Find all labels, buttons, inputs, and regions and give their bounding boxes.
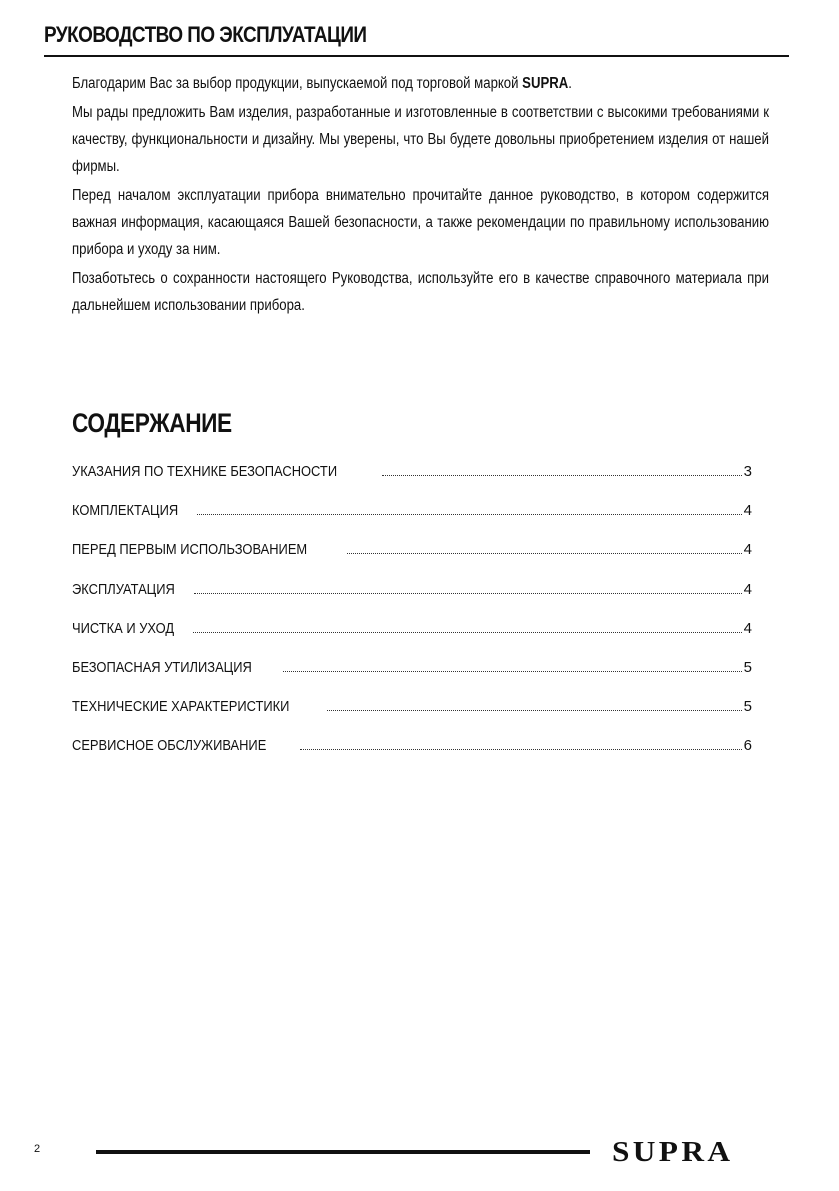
toc-item-disposal[interactable] xyxy=(72,658,752,697)
toc-item-cleaning[interactable] xyxy=(72,619,752,658)
table-of-contents xyxy=(72,462,752,776)
footer-divider xyxy=(96,1150,590,1154)
toc-leader-dots xyxy=(283,670,742,672)
toc-item-operation[interactable] xyxy=(72,580,752,619)
toc-item-label: ЭКСПЛУАТАЦИЯ xyxy=(72,580,175,598)
toc-item-page: 4 xyxy=(743,502,752,520)
toc-leader-dots xyxy=(347,552,741,554)
toc-item-page: 4 xyxy=(743,580,752,598)
toc-title: СОДЕРЖАНИЕ xyxy=(72,408,232,438)
toc-item-label: ПЕРЕД ПЕРВЫМ ИСПОЛЬЗОВАНИЕМ xyxy=(72,541,308,559)
toc-item-page: 4 xyxy=(743,541,752,559)
toc-item-safety[interactable] xyxy=(72,462,752,501)
page-number: 2 xyxy=(34,1143,41,1155)
brand-name-inline: SUPRA xyxy=(522,75,569,92)
toc-leader-dots xyxy=(327,709,742,711)
toc-item-page: 5 xyxy=(743,658,752,676)
supra-logo: SUPRA xyxy=(612,1137,734,1168)
toc-item-page: 5 xyxy=(743,698,752,716)
toc-item-label: КОМПЛЕКТАЦИЯ xyxy=(72,502,179,520)
intro-paragraph-keep-manual: Позаботьтесь о сохранности настоящего Руководства, используйте его в качестве справочного материала при дальнейшем использовании прибора. xyxy=(72,270,769,314)
intro-paragraph-quality: Мы рады предложить Вам изделия, разработанные и изготовленные в соответствии с высокими требованиями к качеству, функциональности и дизайну. Мы уверены, что Вы будете довольны приобретением изделия от нашей фирмы. xyxy=(72,104,769,175)
toc-item-page: 3 xyxy=(743,463,752,480)
page-title: РУКОВОДСТВО ПО ЭКСПЛУАТАЦИИ xyxy=(44,22,367,47)
intro-paragraph-thanks xyxy=(72,70,769,97)
intro-section xyxy=(72,70,769,321)
header-divider xyxy=(44,55,789,57)
toc-item-label: ТЕХНИЧЕСКИЕ ХАРАКТЕРИСТИКИ xyxy=(72,698,290,716)
toc-item-service[interactable] xyxy=(72,736,752,775)
toc-item-label: УКАЗАНИЯ ПО ТЕХНИКЕ БЕЗОПАСНОСТИ xyxy=(72,463,338,480)
toc-leader-dots xyxy=(382,474,741,476)
toc-item-specifications[interactable] xyxy=(72,697,752,736)
toc-item-page: 4 xyxy=(743,619,752,637)
intro-thanks-end: . xyxy=(568,75,572,92)
toc-leader-dots xyxy=(193,631,742,633)
toc-item-package[interactable] xyxy=(72,501,752,540)
toc-item-label: БЕЗОПАСНАЯ УТИЛИЗАЦИЯ xyxy=(72,658,252,676)
toc-item-label: СЕРВИСНОЕ ОБСЛУЖИВАНИЕ xyxy=(72,737,267,755)
intro-paragraph-read-manual: Перед началом эксплуатации прибора внимательно прочитайте данное руководство, в котором содержится важная информация, касающаяся Вашей безопасности, а также рекомендации по правильному использованию прибора и уходу за ним. xyxy=(72,187,769,258)
toc-item-label: ЧИСТКА И УХОД xyxy=(72,619,175,637)
toc-item-before-first-use[interactable] xyxy=(72,540,752,579)
toc-leader-dots xyxy=(300,748,742,750)
intro-thanks-text: Благодарим Вас за выбор продукции, выпускаемой под торговой маркой xyxy=(72,75,523,92)
toc-leader-dots xyxy=(194,592,742,594)
toc-item-page: 6 xyxy=(743,737,752,755)
toc-leader-dots xyxy=(197,513,741,515)
